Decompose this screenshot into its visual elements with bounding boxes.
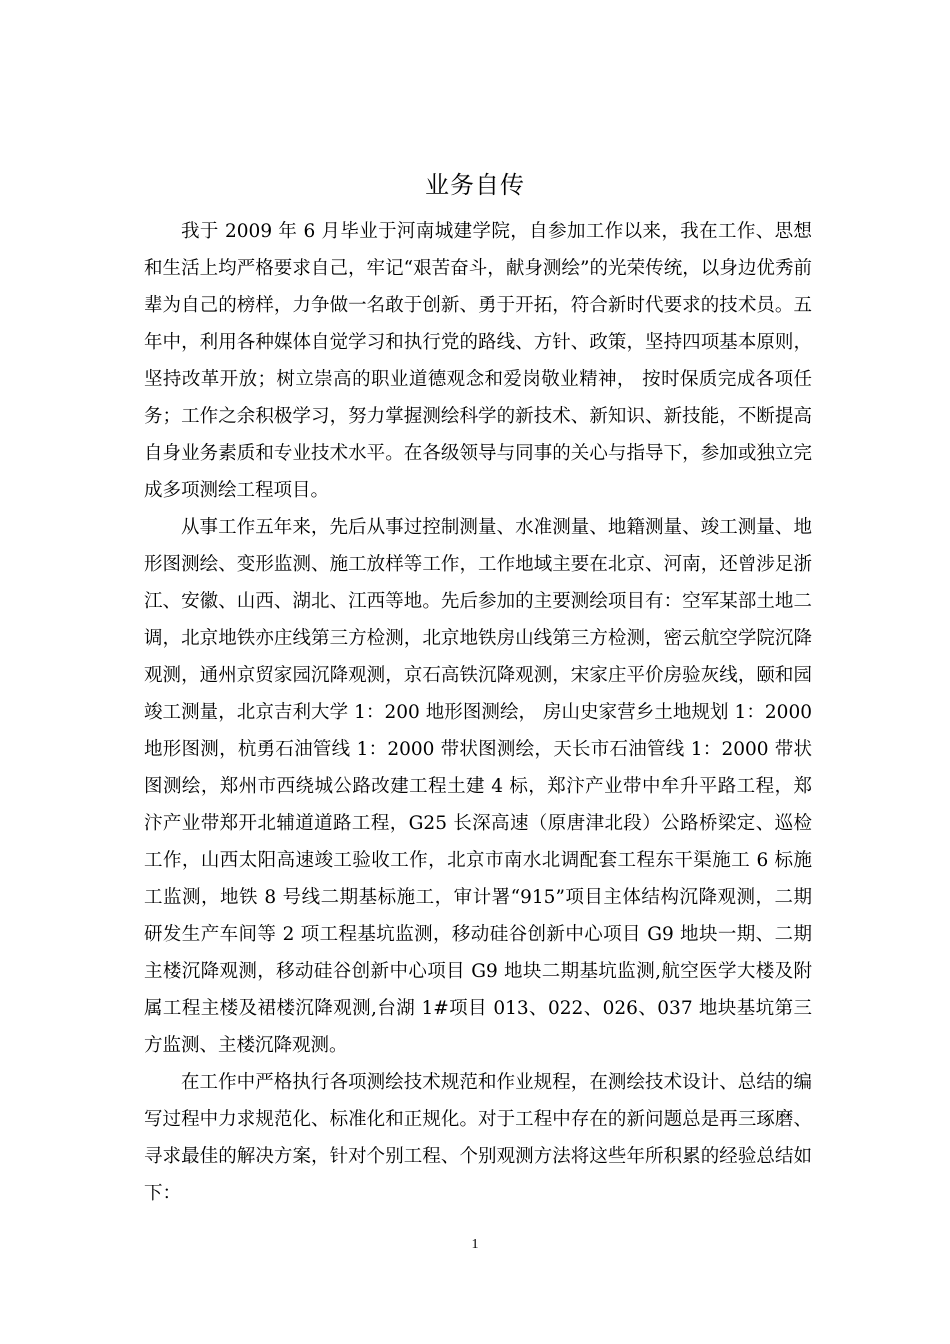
paragraph-1: 我于 2009 年 6 月毕业于河南城建学院，自参加工作以来，我在工作、思想和生活上均严格要求自己，牢记“艰苦奋斗，献身测绘”的光荣传统，以身边优秀前辈为自己的榜样，力争做一名敢于创新、勇于开拓，符合新时代要求的技术员。五年中，利用各种媒体自觉学习和执行党的路线、方针、政策，坚持四项基本原则，坚持改革开放；树立崇高的职业道德观念和爱岗敬业精神， 按时保质完成各项任务；工作之余积极学习，努力掌握测绘科学的新技术、新知识、新技能，不断提高自身业务素质和专业技术水平。在各级领导与同事的关心与指导下，参加或独立完成多项测绘工程项目。 bbox=[144, 221, 812, 501]
page-number: 1 bbox=[471, 1237, 479, 1252]
document-body bbox=[144, 213, 812, 1212]
paragraph-3: 在工作中严格执行各项测绘技术规范和作业规程，在测绘技术设计、总结的编写过程中力求规范化、标准化和正规化。对于工程中存在的新问题总是再三琢磨、寻求最佳的解决方案，针对个别工程、个别观测方法将这些年所积累的经验总结如下： bbox=[144, 1072, 812, 1204]
document-title: 业务自传 bbox=[425, 171, 525, 199]
paragraph-2: 从事工作五年来，先后从事过控制测量、水准测量、地籍测量、竣工测量、地形图测绘、变形监测、施工放样等工作，工作地域主要在北京、河南，还曾涉足浙江、安徽、山西、湖北、江西等地。先后参加的主要测绘项目有：空军某部土地二调，北京地铁亦庄线第三方检测，北京地铁房山线第三方检测，密云航空学院沉降观测，通州京贸家园沉降观测，京石高铁沉降观测，宋家庄平价房验灰线，颐和园竣工测量，北京吉利大学 1：200 地形图测绘， 房山史家营乡土地规划 1：2000 地形图测，杭勇石油管线 1：2000 带状图测绘，天长市石油管线 1：2000 带状图测绘，郑州市西绕城公路改建工程土建 4 标，郑汴产业带中牟升平路工程，郑汴产业带郑开北辅道道路工程，G25 长深高速（原唐津北段）公路桥梁定、巡检工作，山西太阳高速竣工验收工作，北京市南水北调配套工程东干渠施工 6 标施工监测，地铁 8 号线二期基标施工，审计署“915”项目主体结构沉降观测，二期研发生产车间等 2 项工程基坑监测，移动硅谷创新中心项目 G9 地块一期、二期主楼沉降观测，移动硅谷创新中心项目 G9 地块二期基坑监测,航空医学大楼及附属工程主楼及裙楼沉降观测,台湖 1#项目 013、022、026、037 地块基坑第三方监测、主楼沉降观测。 bbox=[144, 517, 812, 1056]
